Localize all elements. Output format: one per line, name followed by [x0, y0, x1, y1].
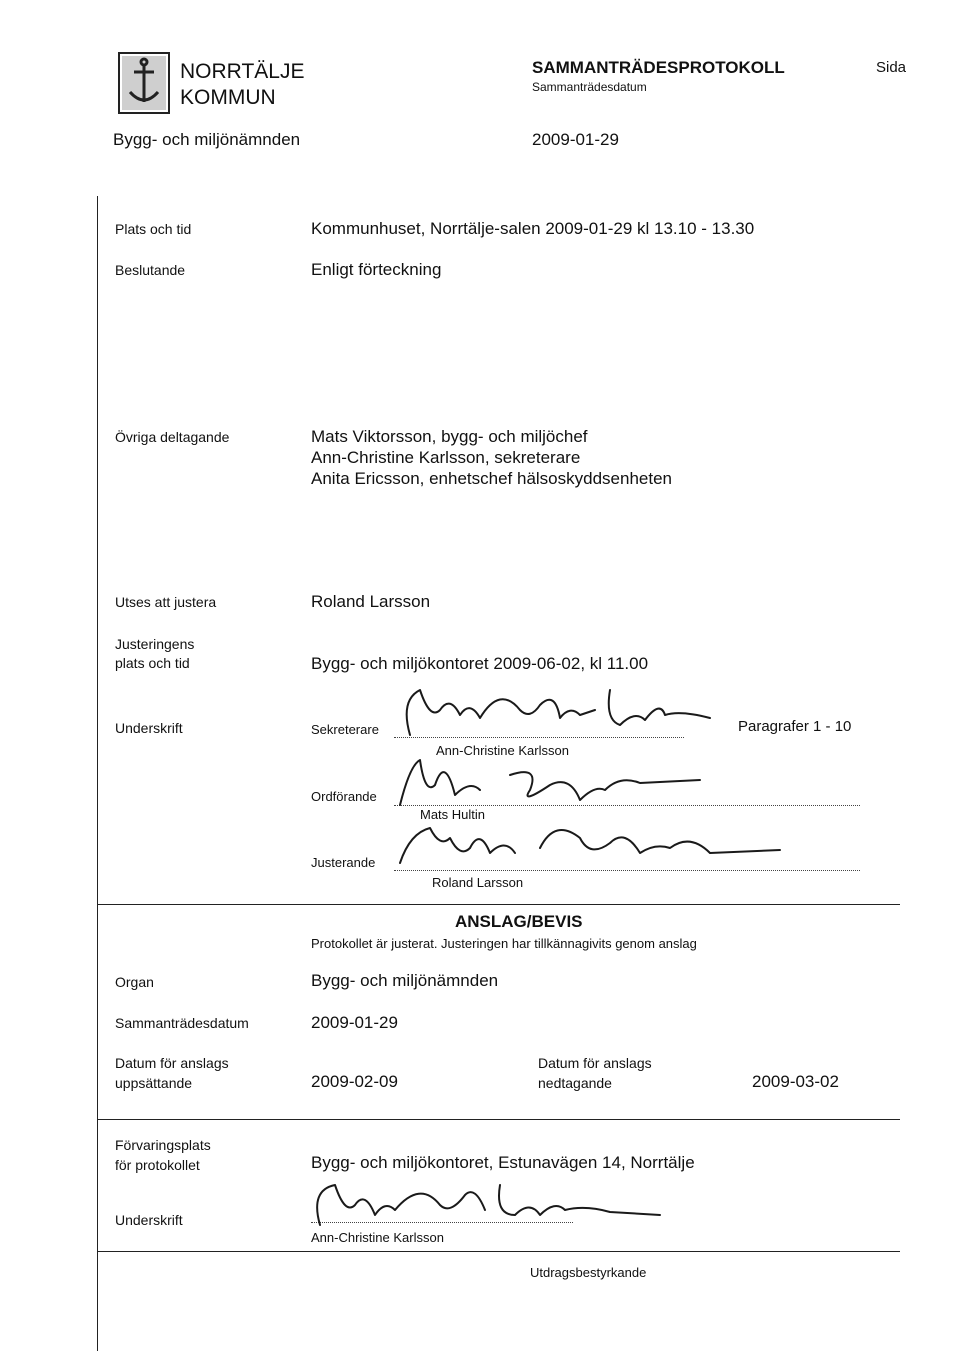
ovriga-value-3: Anita Ericsson, enhetschef hälsoskyddsenheten [311, 469, 673, 488]
uppsattande-label-2: uppsättande [115, 1075, 193, 1091]
forvaring-value: Bygg- och miljökontoret, Estunavägen 14, Norrtälje [311, 1153, 695, 1172]
utdragsbestyrkande: Utdragsbestyrkande [530, 1265, 647, 1280]
ordforande-signature [380, 745, 720, 815]
justerande-role: Justerande [311, 855, 376, 870]
meeting-date: 2009-01-29 [532, 130, 619, 149]
nedtagande-label-1: Datum för anslags [538, 1055, 652, 1071]
footer-divider [97, 1251, 900, 1252]
nedtagande-value: 2009-03-02 [752, 1072, 839, 1091]
organ-label: Organ [115, 974, 154, 990]
ovriga-value-2: Ann-Christine Karlsson, sekreterare [311, 448, 581, 467]
justeringens-label-2: plats och tid [115, 655, 190, 671]
municipality-name-2: KOMMUN [180, 86, 276, 109]
utses-value: Roland Larsson [311, 592, 431, 611]
sammantradesdatum-value: 2009-01-29 [311, 1013, 398, 1032]
anslag-divider [97, 904, 900, 905]
anchor-icon [118, 52, 170, 114]
forvaring-label-1: Förvaringsplats [115, 1137, 211, 1153]
justerande-signature [380, 808, 820, 878]
ordforande-role: Ordförande [311, 789, 377, 804]
underskrift-label: Underskrift [115, 720, 183, 736]
doc-title: SAMMANTRÄDESPROTOKOLL [532, 58, 785, 77]
sekreterare-signature [380, 680, 720, 750]
ovriga-value-1: Mats Viktorsson, bygg- och miljöchef [311, 427, 588, 446]
plats-value: Kommunhuset, Norrtälje-salen 2009-01-29 kl 13.10 - 13.30 [311, 219, 755, 238]
forvaring-divider [97, 1119, 900, 1120]
utses-label: Utses att justera [115, 594, 217, 610]
plats-label: Plats och tid [115, 221, 192, 237]
page-label: Sida [876, 59, 907, 76]
beslutande-value: Enligt förteckning [311, 260, 442, 279]
justeringens-label-1: Justeringens [115, 636, 195, 652]
left-margin-line [97, 196, 98, 1351]
uppsattande-value: 2009-02-09 [311, 1072, 398, 1091]
anslag-title: ANSLAG/BEVIS [455, 912, 583, 931]
ordforande-name: Mats Hultin [420, 807, 486, 822]
uppsattande-label-1: Datum för anslags [115, 1055, 229, 1071]
underskrift-name: Ann-Christine Karlsson [311, 1230, 444, 1245]
municipality-logo [118, 52, 170, 114]
board-name: Bygg- och miljönämnden [113, 130, 301, 149]
sekreterare-name: Ann-Christine Karlsson [436, 743, 569, 758]
municipality-name-1: NORRTÄLJE [180, 60, 305, 83]
sammantradesdatum-label: Sammanträdesdatum [115, 1015, 249, 1031]
underskrift-label-2: Underskrift [115, 1212, 183, 1228]
beslutande-label: Beslutande [115, 262, 186, 278]
sekreterare-role: Sekreterare [311, 722, 379, 737]
organ-value: Bygg- och miljönämnden [311, 971, 499, 990]
ovriga-label: Övriga deltagande [115, 429, 230, 445]
justerande-name: Roland Larsson [432, 875, 524, 890]
paragrafer: Paragrafer 1 - 10 [738, 718, 852, 735]
anslag-statement: Protokollet är justerat. Justeringen har tillkännagivits genom anslag [311, 936, 697, 951]
doc-subtitle: Sammanträdesdatum [532, 80, 647, 94]
justeringens-value: Bygg- och miljökontoret 2009-06-02, kl 11.00 [311, 654, 649, 673]
underskrift-signature [300, 1170, 680, 1240]
forvaring-label-2: för protokollet [115, 1157, 200, 1173]
nedtagande-label-2: nedtagande [538, 1075, 612, 1091]
